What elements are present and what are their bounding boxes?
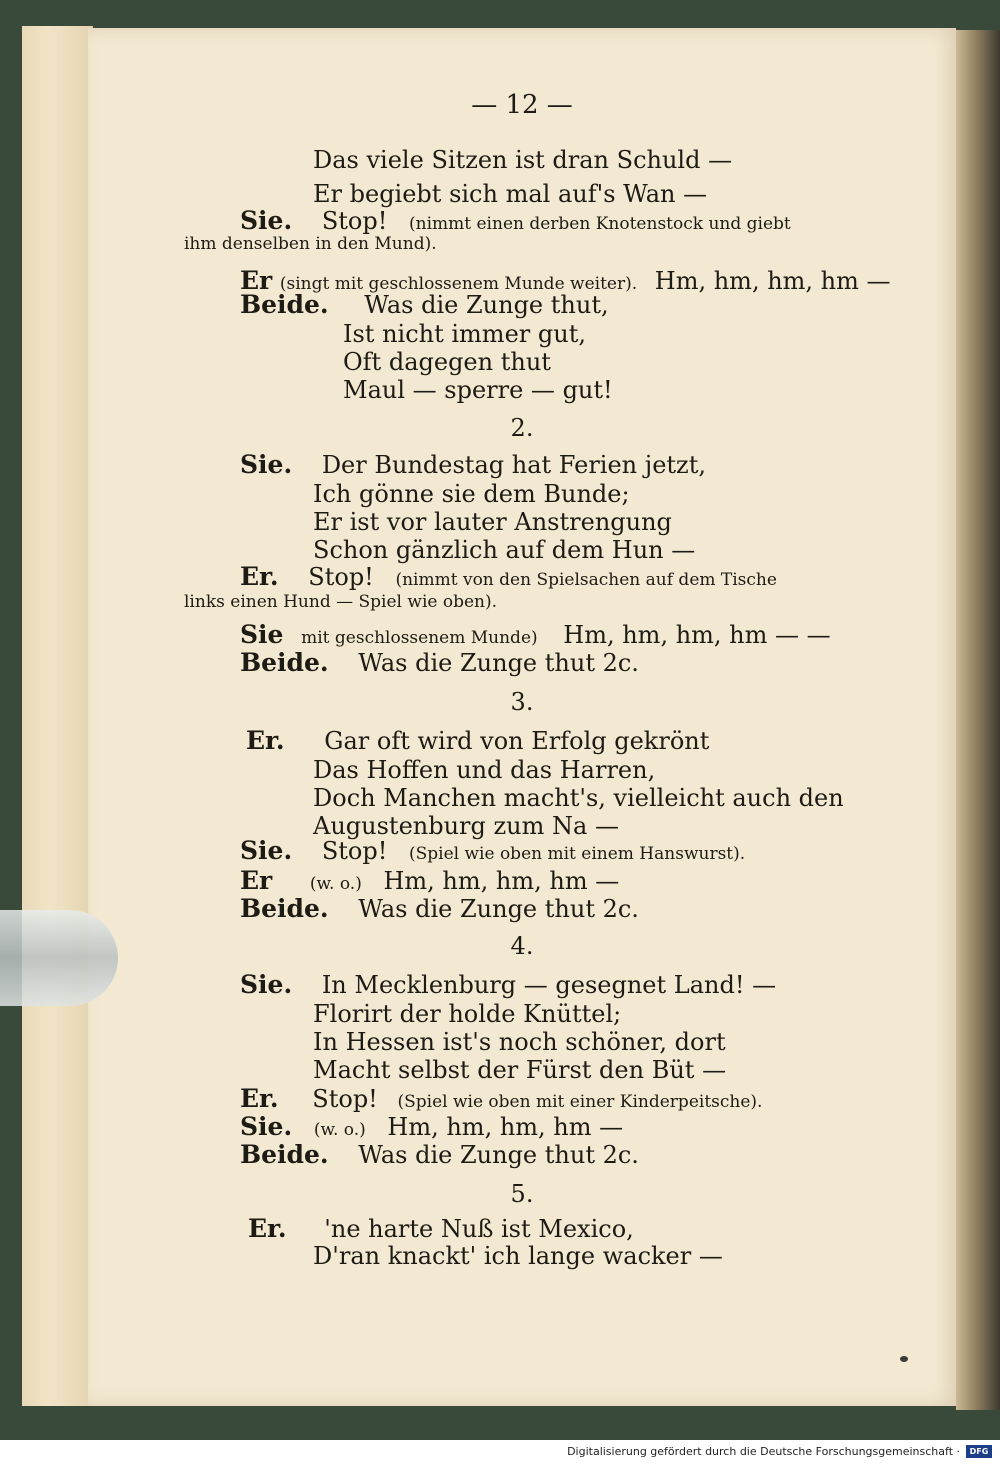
stage-direction: (Spiel wie oben mit einer Kinderpeitsche). (397, 1092, 763, 1112)
stage-direction: links einen Hund — Spiel wie oben). (184, 592, 498, 612)
speaker-label: Sie. (240, 970, 293, 999)
spoken-text: Hm, hm, hm, hm — — (563, 621, 831, 649)
speaker-line (240, 450, 706, 479)
speaker-line (240, 562, 777, 591)
speaker-label: Beide. (240, 1140, 329, 1169)
speaker-label: Beide. (240, 894, 329, 923)
verse-line: Augustenburg zum Na — (313, 812, 619, 840)
verse-line: D'ran knackt' ich lange wacker — (313, 1242, 723, 1270)
dfg-logo-icon: DFG (966, 1445, 992, 1458)
speaker-label: Sie. (240, 1112, 293, 1141)
spoken-text: Was die Zunge thut 2c. (358, 649, 639, 677)
spoken-text: Hm, hm, hm, hm — (383, 867, 620, 895)
spoken-text: Stop! (321, 837, 388, 865)
speaker-label: Sie. (240, 450, 293, 479)
verse-line: Ich gönne sie dem Bunde; (313, 480, 630, 508)
speaker-label: Er. (248, 1214, 287, 1243)
verse-line: Das viele Sitzen ist dran Schuld — (313, 146, 733, 174)
verse-line: Maul — sperre — gut! (343, 376, 613, 404)
page-text (88, 28, 956, 1406)
page-edge-left (22, 26, 93, 1406)
speaker-line (240, 836, 745, 865)
verse-line: Ist nicht immer gut, (343, 320, 586, 348)
book-clip (0, 910, 118, 1006)
stage-direction: (singt mit geschlossenem Munde weiter). (279, 274, 638, 294)
verse-line: Florirt der holde Knüttel; (313, 1000, 622, 1028)
book-page (88, 28, 956, 1406)
speaker-label: Sie. (240, 206, 293, 235)
speaker-line (240, 894, 639, 923)
verse-line: Doch Manchen macht's, vielleicht auch den (313, 784, 844, 812)
page-number: — 12 — (471, 90, 573, 120)
spoken-text: Stop! (312, 1085, 378, 1113)
footer-text: Digitalisierung gefördert durch die Deutsche Forschungsgemeinschaft · (567, 1445, 960, 1458)
speaker-line (240, 620, 831, 649)
spoken-text: Was die Zunge thut 2c. (358, 895, 639, 923)
spoken-text: Hm, hm, hm, hm — (387, 1113, 624, 1141)
spoken-text: Hm, hm, hm, hm — (654, 267, 891, 295)
spoken-text: 'ne harte Nuß ist Mexico, (324, 1215, 634, 1243)
stage-direction: ihm denselben in den Mund). (184, 234, 437, 254)
stanza-number: 2. (510, 414, 534, 442)
stage-direction: (nimmt einen derben Knotenstock und giebt (409, 214, 791, 234)
speaker-line (240, 866, 619, 895)
speaker-line (246, 726, 709, 755)
speaker-line (240, 648, 639, 677)
verse-line: In Hessen ist's noch schöner, dort (313, 1028, 726, 1056)
verse-line: Macht selbst der Fürst den Büt — (313, 1056, 727, 1084)
speaker-line (240, 1112, 623, 1141)
stage-direction: (nimmt von den Spielsachen auf dem Tische (395, 570, 777, 590)
ink-spot (900, 1356, 908, 1362)
spoken-text: Was die Zunge thut 2c. (358, 1141, 639, 1169)
speaker-label: Sie. (240, 836, 293, 865)
speaker-label: Er. (240, 562, 279, 591)
speaker-label: Er. (240, 1084, 279, 1113)
spoken-text: Der Bundestag hat Ferien jetzt, (321, 451, 706, 479)
speaker-line (240, 1140, 639, 1169)
speaker-line (240, 1084, 762, 1113)
stage-direction: (w. o.) (309, 874, 362, 894)
spoken-text: Was die Zunge thut, (364, 291, 609, 319)
spoken-text: Stop! (308, 563, 374, 591)
stage-direction: (w. o.) (313, 1120, 366, 1140)
verse-line: Oft dagegen thut (343, 348, 551, 376)
verse-line: Er begiebt sich mal auf's Wan — (313, 180, 708, 208)
speaker-label: Beide. (240, 648, 329, 677)
stanza-number: 3. (510, 688, 534, 716)
speaker-line (248, 1214, 634, 1243)
spoken-text: Stop! (321, 207, 388, 235)
speaker-label: Er (240, 866, 273, 895)
speaker-label: Er (240, 266, 273, 295)
verse-line: Er ist vor lauter Anstrengung (313, 508, 672, 536)
speaker-label: Beide. (240, 290, 329, 319)
speaker-label: Er. (246, 726, 285, 755)
stanza-number: 5. (510, 1180, 534, 1208)
verse-line: Das Hoffen und das Harren, (313, 756, 656, 784)
spoken-text: Gar oft wird von Erfolg gekrönt (324, 727, 710, 755)
stanza-number: 4. (510, 932, 534, 960)
spoken-text: In Mecklenburg — gesegnet Land! — (321, 971, 777, 999)
speaker-line (240, 970, 776, 999)
speaker-line (240, 290, 609, 319)
digitization-footer (0, 1440, 1000, 1464)
verse-line: Schon gänzlich auf dem Hun — (313, 536, 696, 564)
stage-direction: mit geschlossenem Munde) (301, 628, 538, 648)
stage-direction: (Spiel wie oben mit einem Hanswurst). (409, 844, 746, 864)
speaker-label: Sie (240, 620, 284, 649)
page-edge-right (956, 30, 1000, 1410)
speaker-line (240, 206, 791, 235)
